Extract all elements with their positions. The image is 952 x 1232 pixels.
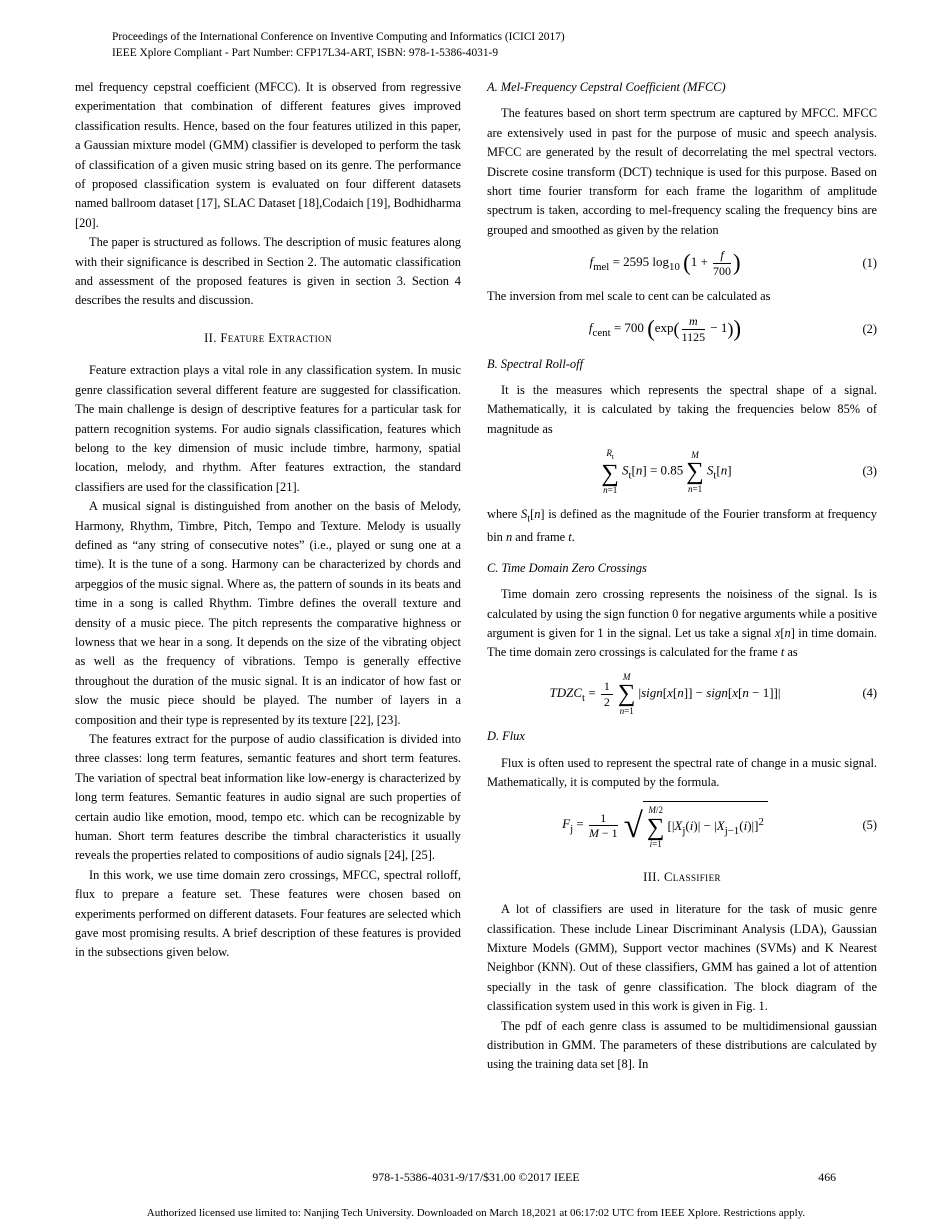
equation-3-number: (3) bbox=[862, 464, 877, 479]
paragraph-musical-signal: A musical signal is distinguished from another on the basis of Melody, Harmony, Rhythm, Timbre, Pitch, Tempo and Texture. Melody is usually defined as “any string of consecutive notes” (i.e., played or sung one at a time). It is the tune of a song. Harmony can be characterized by chords and arpeggios of the music signal. Where as, the pattern of sounds in its beats and time in a song is called Rhythm. Timbre defines the overall texture and density of a music piece. The pitch represents the comparative highness or lowness that we hear in a song. It depends on the size of the vibrating object as well as the frequency of vibrations. Tempo is generally effective throughout the duration of the music signal. It is an indicator of how fast or slow the music piece should be played. The number of layers in a composition and their type is represented by its texture [22], [23]. bbox=[75, 499, 461, 727]
subsection-heading-zero-crossings: C. Time Domain Zero Crossings bbox=[487, 560, 647, 575]
equation-1 bbox=[487, 249, 877, 277]
equation-4-number: (4) bbox=[862, 686, 877, 701]
equation-5-number: (5) bbox=[862, 817, 877, 832]
paragraph-feature-extraction-role: Feature extraction plays a vital role in any classification system. In music genre classification several different feature are suggested for classification. The main challenge is design of descriptive features for a particular task for pattern recognition systems. For audio signals classification, features which belong to the key dimension of music include timbre, harmony, spatial location, melody, and rhythm. After features extraction, the standard classifiers are used for the classification [21]. bbox=[75, 363, 461, 494]
footer-page-number: 466 bbox=[818, 1170, 836, 1184]
equation-2 bbox=[487, 315, 877, 343]
section-heading-classifier: III. Classifier bbox=[643, 869, 721, 884]
paragraph-mfcc: The features based on short term spectrum are captured by MFCC. MFCC are extensively used in past for the purpose of music and speech analysis. MFCC are generated by the result of decorrelating the mel spectral vectors. Discrete cosine transform (DCT) technique is used for this purpose. Based on short time fourier transform for each frame the logarithm of amplitude spectrum is taken, according to mel-frequency scaling the frequency bins are grouped and smoothed as given by the relation bbox=[487, 106, 877, 237]
equation-3-formula: $R_t$ ∑ n=1 $S_t[n] = 0.85$ M ∑ n=1 $S_t[n]$ bbox=[601, 448, 732, 496]
paragraph-flux: Flux is often used to represent the spectral rate of change in a music signal. Mathematically, it is computed by the formula. bbox=[487, 755, 877, 790]
paragraph-zero-crossings: Time domain zero crossing represents the noisiness of the signal. Is is calculated by using the sign function 0 for negative arguments while a positive argument is given for 1 in the signal. Let us take a signal x[n] in time domain. The time domain zero crossings is calculated for the frame t as bbox=[487, 587, 877, 660]
equation-5-formula: $F_j$ = $\frac{1}{M - 1}$ √ M/2 ∑ i=1 $[|X_j(i)| - |X_{j-1}(i)|]^2$ bbox=[487, 801, 843, 849]
right-column bbox=[487, 78, 877, 1075]
header-line-1: Proceedings of the International Conference on Inventive Computing and Informatics (ICICI 2017) bbox=[112, 31, 565, 43]
paragraph-rolloff-where: where $S_t[n]$ is defined as the magnitude of the Fourier transform at frequency bin n and frame t. bbox=[487, 506, 877, 545]
equation-1-number: (1) bbox=[862, 255, 877, 270]
subsection-heading-spectral-rolloff: B. Spectral Roll-off bbox=[487, 356, 584, 371]
section-heading-feature-extraction: II. Feature Extraction bbox=[204, 330, 332, 345]
equation-2-formula: $f_{cent} = 700$ (exp( $\frac{m}{1125}$ − 1)) bbox=[588, 314, 742, 344]
paragraph-feature-set: In this work, we use time domain zero crossings, MFCC, spectral rolloff, flux to prepare a feature set. These features were chosen based on experiments performed on different datasets. Four features are selected which gave most promising results. A brief description of these features is provided in the subsections given below. bbox=[75, 867, 461, 960]
page-footer bbox=[0, 1170, 952, 1185]
equation-2-number: (2) bbox=[862, 321, 877, 336]
paragraph-intro-continuation: mel frequency cepstral coefficient (MFCC). It is observed from regressive experimentation that combination of different features gives improved classification results. Hence, based on the four features utilized in this paper, a Gaussian mixture model (GMM) classifier is developed to perform the task of classification of a given music string based on its genre. The performance of proposed classification system is evaluated on four different datasets named ballroom dataset [17], SLAC Dataset [18],Codaich [19], Bodhidharma [20]. bbox=[75, 80, 461, 230]
paragraph-paper-structure: The paper is structured as follows. The description of music features along with their significance is described in Section 2. The automatic classification and assessment of the proposed features is given in section 3. Section 4 describes the results and discussion. bbox=[75, 235, 461, 308]
page-header bbox=[112, 29, 565, 61]
equation-4-formula: $TDZC_t$ = $\frac{1}{2}$ M ∑ n=1 |sign[x[n]] − sign[x[n − 1]]| bbox=[549, 671, 781, 716]
license-notice: Authorized licensed use limited to: Nanjing Tech University. Downloaded on March 18,2021 at 06:17:02 UTC from IEEE Xplore. Restrictions apply. bbox=[146, 1207, 806, 1219]
footer-copyright: 978-1-5386-4031-9/17/$31.00 ©2017 IEEE bbox=[372, 1170, 580, 1184]
subsection-heading-mfcc: A. Mel-Frequency Cepstral Coefficient (MFCC) bbox=[487, 80, 726, 94]
equation-3 bbox=[487, 448, 877, 495]
paragraph-mel-inversion: The inversion from mel scale to cent can be calculated as bbox=[487, 288, 771, 303]
equation-5 bbox=[487, 801, 877, 849]
equation-1-formula: $f_{mel} = 2595$ $\log_{10} (1$ + $\frac{f}{700}$ ) bbox=[589, 248, 741, 278]
equation-4 bbox=[487, 672, 877, 716]
paragraph-classifiers: A lot of classifiers are used in literature for the task of music genre classification. These include Linear Discriminant Analysis (LDA), Gaussian Mixture Models (GMM), Support vector machines (SVMs) and K Nearest Neighbor (KNN). Out of these classifiers, GMM has gained a lot of attention specially in the task of genre classification. The block diagram of the classification system used in this work is given in Fig. 1. bbox=[487, 902, 877, 1014]
paragraph-gmm-pdf: The pdf of each genre class is assumed to be multidimensional gaussian distribution in GMM. The parameters of these distributions are calculated by using the training data set [8]. In bbox=[487, 1018, 877, 1072]
subsection-heading-flux: D. Flux bbox=[487, 729, 525, 744]
header-line-2: IEEE Xplore Compliant - Part Number: CFP17L34-ART, ISBN: 978-1-5386-4031-9 bbox=[112, 47, 499, 60]
left-column bbox=[75, 78, 461, 963]
paragraph-spectral-rolloff: It is the measures which represents the spectral shape of a signal. Mathematically, it is calculated by taking the frequencies below 85% of magnitude as bbox=[487, 382, 877, 436]
paragraph-feature-classes: The features extract for the purpose of audio classification is divided into three classes: long term features, semantic features and short term features. The variation of spectral beat information like low-energy is characterized by long term features. Semantic features in audio signal are such properties of certain audio like emotion, mood, tempo etc. which can be recognizable by human. Short term features describe the timbral characteristics it usually reveals the properties related to compositions of audio signals [24], [25]. bbox=[75, 732, 461, 863]
